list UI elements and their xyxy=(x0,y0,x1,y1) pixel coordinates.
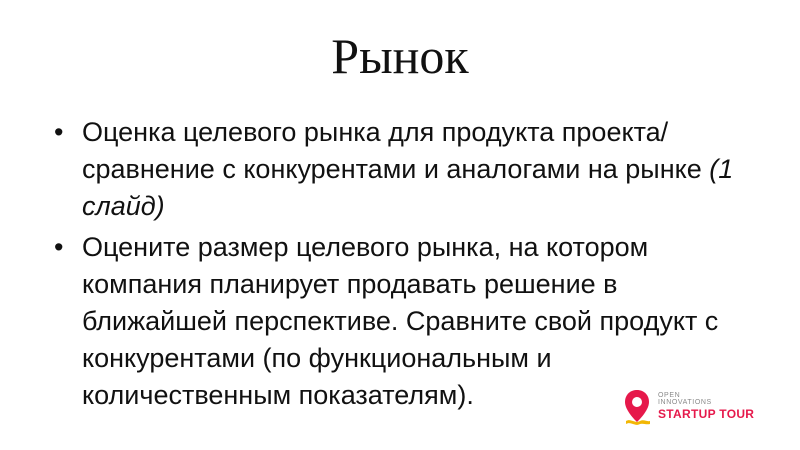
slide-title: Рынок xyxy=(331,28,469,84)
bullet-marker: • xyxy=(54,117,64,147)
logo-line-innovations: INNOVATIONS xyxy=(658,399,712,406)
logo-line-open: OPEN xyxy=(658,392,681,399)
bullet-list xyxy=(48,114,748,418)
map-pin-icon xyxy=(622,388,652,428)
bullet-text: Оцените размер целевого рынка, на котором компания планирует продавать решение в ближайшей перспективе. Сравните свой продукт с конкурентами (по функциональным и количественным показателям). xyxy=(82,232,719,410)
startup-tour-logo xyxy=(622,388,782,434)
bullet-item xyxy=(48,114,748,225)
bullet-emphasis: (1 слайд) xyxy=(82,154,734,221)
logo-line-startup-tour: STARTUP TOUR xyxy=(658,407,755,421)
bullet-text: Оценка целевого рынка для продукта проекта/сравнение с конкурентами и аналогами на рынке xyxy=(82,117,710,184)
bullet-item xyxy=(48,229,748,414)
bullet-marker: • xyxy=(54,232,64,262)
